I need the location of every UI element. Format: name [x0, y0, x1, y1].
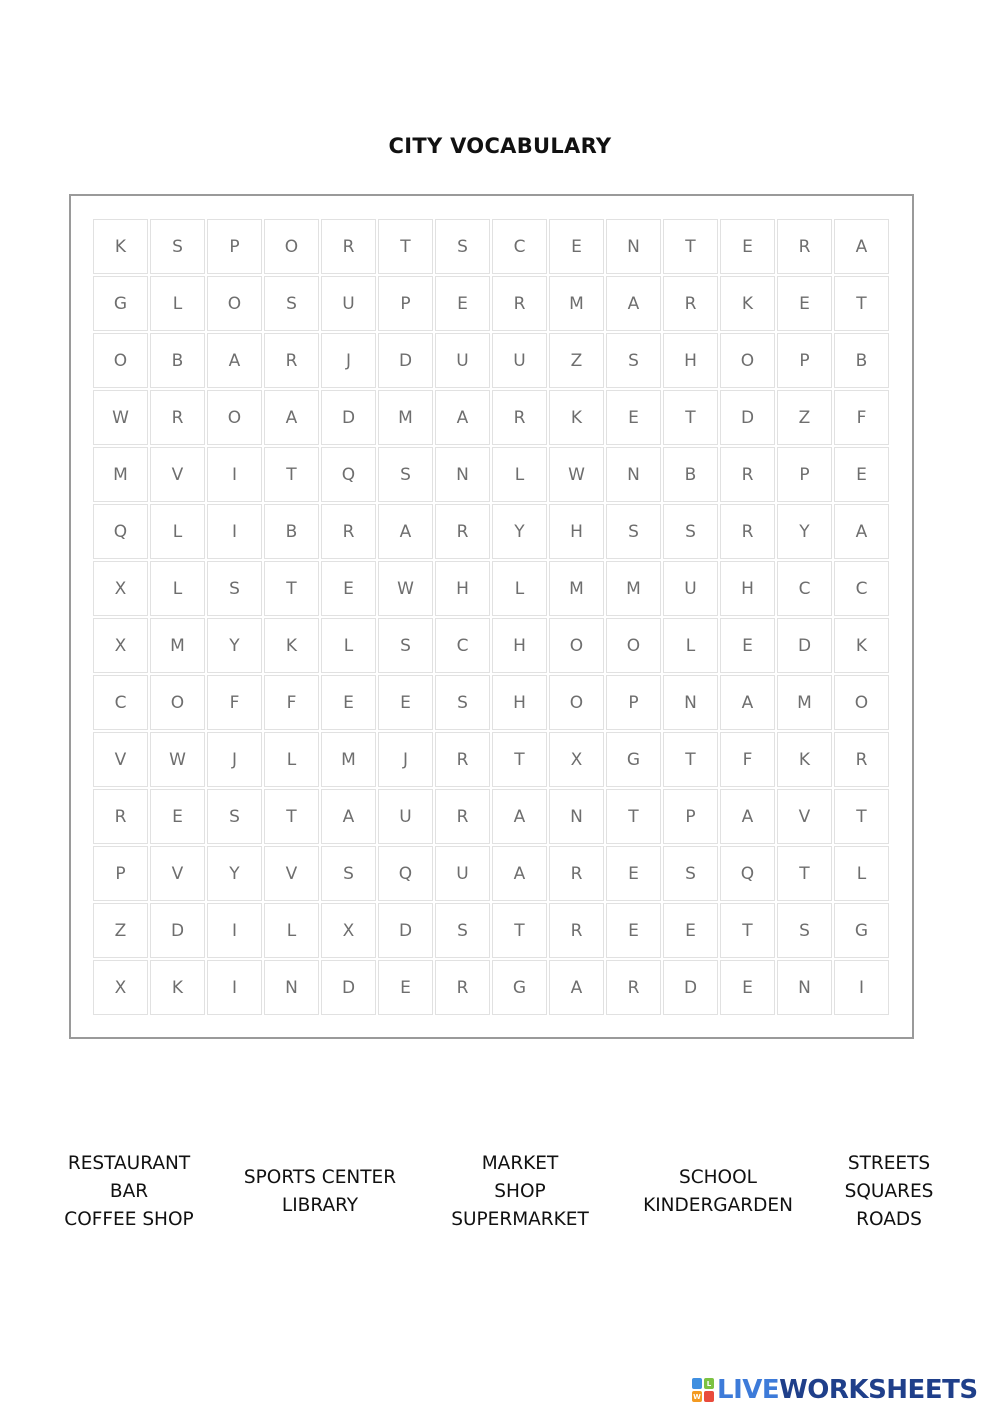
liveworksheets-logo [692, 1374, 978, 1406]
grid-cell[interactable]: Z [93, 903, 148, 958]
grid-cell[interactable]: L [492, 561, 547, 616]
grid-cell[interactable]: S [435, 675, 490, 730]
grid-cell[interactable]: U [663, 561, 718, 616]
grid-cell[interactable]: E [435, 276, 490, 331]
grid-cell[interactable]: F [207, 675, 262, 730]
grid-cell[interactable]: T [492, 903, 547, 958]
grid-cell[interactable]: T [720, 903, 775, 958]
grid-cell[interactable]: L [492, 447, 547, 502]
grid-cell[interactable]: O [207, 390, 262, 445]
grid-cell[interactable]: S [663, 846, 718, 901]
logo-mark-blue [692, 1378, 702, 1389]
grid-cell[interactable]: E [720, 618, 775, 673]
grid-cell[interactable]: A [549, 960, 604, 1015]
word-item: SCHOOL [678, 1167, 757, 1188]
logo-mark-red [704, 1391, 714, 1402]
word-item: ROADS [856, 1209, 922, 1230]
grid-cell[interactable]: X [93, 618, 148, 673]
word-group [451, 1150, 589, 1234]
grid-cell[interactable]: I [834, 960, 889, 1015]
logo-mark-orange: W [693, 1392, 701, 1401]
grid-cell[interactable]: Q [321, 447, 376, 502]
grid-cell[interactable]: S [435, 903, 490, 958]
word-item: SHOP [494, 1181, 546, 1202]
grid-cell[interactable]: R [264, 333, 319, 388]
word-search-grid [93, 219, 889, 1015]
logo-text-worksheets: WORKSHEETS [779, 1375, 978, 1405]
grid-cell[interactable]: R [435, 732, 490, 787]
word-item: LIBRARY [281, 1195, 359, 1216]
grid-cell[interactable]: N [777, 960, 832, 1015]
grid-cell[interactable]: L [150, 504, 205, 559]
grid-cell[interactable]: E [150, 789, 205, 844]
grid-cell[interactable]: G [93, 276, 148, 331]
grid-cell[interactable]: D [777, 618, 832, 673]
grid-cell[interactable]: A [606, 276, 661, 331]
grid-cell[interactable]: U [378, 789, 433, 844]
grid-cell[interactable]: L [663, 618, 718, 673]
grid-cell[interactable]: X [93, 960, 148, 1015]
grid-cell[interactable]: E [777, 276, 832, 331]
grid-cell[interactable]: O [834, 675, 889, 730]
grid-cell[interactable]: K [150, 960, 205, 1015]
grid-cell[interactable]: B [663, 447, 718, 502]
grid-cell[interactable]: Y [207, 618, 262, 673]
grid-cell[interactable]: P [378, 276, 433, 331]
word-group [845, 1150, 934, 1234]
grid-cell[interactable]: T [606, 789, 661, 844]
word-item: SPORTS CENTER [243, 1167, 397, 1188]
grid-cell[interactable]: G [834, 903, 889, 958]
grid-cell[interactable]: L [150, 561, 205, 616]
grid-cell[interactable]: E [321, 675, 376, 730]
grid-cell[interactable]: G [492, 960, 547, 1015]
grid-cell[interactable]: R [720, 504, 775, 559]
grid-cell[interactable]: R [606, 960, 661, 1015]
grid-cell[interactable]: E [720, 219, 775, 274]
grid-cell[interactable]: K [834, 618, 889, 673]
grid-cell[interactable]: E [606, 903, 661, 958]
grid-cell[interactable]: R [777, 219, 832, 274]
grid-cell[interactable]: L [264, 903, 319, 958]
grid-cell[interactable]: K [93, 219, 148, 274]
grid-cell[interactable]: T [378, 219, 433, 274]
grid-cell[interactable]: I [207, 447, 262, 502]
grid-cell[interactable]: K [777, 732, 832, 787]
grid-cell[interactable]: S [606, 333, 661, 388]
grid-cell[interactable]: A [834, 219, 889, 274]
grid-cell[interactable]: A [435, 390, 490, 445]
grid-cell[interactable]: T [264, 789, 319, 844]
grid-cell[interactable]: A [321, 789, 376, 844]
grid-cell[interactable]: W [150, 732, 205, 787]
grid-cell[interactable]: E [549, 219, 604, 274]
grid-cell[interactable]: N [435, 447, 490, 502]
grid-cell[interactable]: P [663, 789, 718, 844]
page-title: CITY VOCABULARY [388, 134, 612, 158]
grid-cell[interactable]: M [549, 561, 604, 616]
grid-cell[interactable]: L [264, 732, 319, 787]
grid-cell[interactable]: X [549, 732, 604, 787]
grid-cell[interactable]: T [663, 732, 718, 787]
grid-cell[interactable]: O [150, 675, 205, 730]
grid-cell[interactable]: M [93, 447, 148, 502]
grid-cell[interactable]: R [720, 447, 775, 502]
grid-cell[interactable]: A [834, 504, 889, 559]
grid-cell[interactable]: S [321, 846, 376, 901]
grid-cell[interactable]: R [549, 846, 604, 901]
grid-cell[interactable]: T [492, 732, 547, 787]
grid-cell[interactable]: T [834, 276, 889, 331]
grid-cell[interactable]: T [663, 390, 718, 445]
grid-cell[interactable]: R [492, 390, 547, 445]
grid-cell[interactable]: U [321, 276, 376, 331]
grid-cell[interactable]: S [435, 219, 490, 274]
grid-cell[interactable]: Z [549, 333, 604, 388]
grid-cell[interactable]: V [93, 732, 148, 787]
word-item: SUPERMARKET [451, 1209, 589, 1230]
grid-cell[interactable]: T [663, 219, 718, 274]
grid-cell[interactable]: H [492, 675, 547, 730]
grid-cell[interactable]: A [720, 789, 775, 844]
grid-cell[interactable]: M [150, 618, 205, 673]
grid-cell[interactable]: S [777, 903, 832, 958]
grid-cell[interactable]: Y [492, 504, 547, 559]
grid-cell[interactable]: S [378, 447, 433, 502]
word-item: KINDERGARDEN [643, 1195, 793, 1216]
grid-cell[interactable]: U [435, 333, 490, 388]
grid-cell[interactable]: R [549, 903, 604, 958]
grid-cell[interactable]: W [549, 447, 604, 502]
grid-cell[interactable]: T [834, 789, 889, 844]
grid-cell[interactable]: E [834, 447, 889, 502]
grid-cell[interactable]: N [663, 675, 718, 730]
grid-cell[interactable]: N [606, 447, 661, 502]
grid-cell[interactable]: D [321, 390, 376, 445]
word-list [0, 1150, 1000, 1270]
grid-cell[interactable]: D [321, 960, 376, 1015]
grid-cell[interactable]: T [264, 561, 319, 616]
grid-cell[interactable]: R [435, 504, 490, 559]
grid-cell[interactable]: P [606, 675, 661, 730]
grid-cell[interactable]: U [492, 333, 547, 388]
grid-cell[interactable]: E [321, 561, 376, 616]
grid-cell[interactable]: A [378, 504, 433, 559]
grid-cell[interactable]: V [264, 846, 319, 901]
grid-cell[interactable]: P [207, 219, 262, 274]
grid-cell[interactable]: S [150, 219, 205, 274]
grid-cell[interactable]: J [207, 732, 262, 787]
grid-cell[interactable]: D [720, 390, 775, 445]
grid-cell[interactable]: C [435, 618, 490, 673]
grid-cell[interactable]: S [264, 276, 319, 331]
grid-cell[interactable]: S [207, 561, 262, 616]
word-group [64, 1150, 193, 1234]
grid-cell[interactable]: X [93, 561, 148, 616]
grid-cell[interactable]: V [777, 789, 832, 844]
grid-cell[interactable]: H [435, 561, 490, 616]
grid-cell[interactable]: Q [720, 846, 775, 901]
grid-cell[interactable]: X [321, 903, 376, 958]
grid-cell[interactable]: Q [93, 504, 148, 559]
grid-cell[interactable]: C [834, 561, 889, 616]
grid-cell[interactable]: G [606, 732, 661, 787]
grid-cell[interactable]: J [378, 732, 433, 787]
grid-cell[interactable]: R [492, 276, 547, 331]
grid-cell[interactable]: R [834, 732, 889, 787]
grid-cell[interactable]: F [720, 732, 775, 787]
grid-cell[interactable]: C [777, 561, 832, 616]
grid-cell[interactable]: M [777, 675, 832, 730]
grid-cell[interactable]: A [492, 789, 547, 844]
grid-cell[interactable]: D [378, 903, 433, 958]
grid-cell[interactable]: R [435, 960, 490, 1015]
grid-cell[interactable]: H [549, 504, 604, 559]
grid-cell[interactable]: V [150, 846, 205, 901]
grid-cell[interactable]: S [207, 789, 262, 844]
grid-cell[interactable]: T [264, 447, 319, 502]
grid-cell[interactable]: A [207, 333, 262, 388]
grid-cell[interactable]: E [720, 960, 775, 1015]
grid-cell[interactable]: Y [207, 846, 262, 901]
grid-cell[interactable]: W [93, 390, 148, 445]
grid-cell[interactable]: E [606, 390, 661, 445]
grid-cell[interactable]: M [549, 276, 604, 331]
grid-cell[interactable]: L [834, 846, 889, 901]
word-item: SQUARES [844, 1181, 934, 1202]
grid-cell[interactable]: R [93, 789, 148, 844]
grid-cell[interactable]: O [264, 219, 319, 274]
grid-cell[interactable]: K [720, 276, 775, 331]
grid-cell[interactable]: M [606, 561, 661, 616]
grid-cell[interactable]: N [606, 219, 661, 274]
grid-cell[interactable]: O [549, 675, 604, 730]
word-item: STREETS [847, 1153, 931, 1174]
grid-cell[interactable]: L [321, 618, 376, 673]
grid-cell[interactable]: R [321, 504, 376, 559]
grid-cell[interactable]: H [663, 333, 718, 388]
grid-cell[interactable]: S [606, 504, 661, 559]
word-item: BAR [109, 1181, 149, 1202]
grid-cell[interactable]: O [207, 276, 262, 331]
grid-cell[interactable]: S [663, 504, 718, 559]
grid-cell[interactable]: F [834, 390, 889, 445]
grid-cell[interactable]: Z [777, 390, 832, 445]
grid-cell[interactable]: T [777, 846, 832, 901]
grid-cell[interactable]: O [93, 333, 148, 388]
grid-cell[interactable]: E [606, 846, 661, 901]
grid-cell[interactable]: C [93, 675, 148, 730]
grid-cell[interactable]: D [378, 333, 433, 388]
grid-cell[interactable]: R [150, 390, 205, 445]
grid-cell[interactable]: V [150, 447, 205, 502]
grid-cell[interactable]: O [606, 618, 661, 673]
word-group [643, 1150, 793, 1234]
logo-text-live: LIVE [717, 1375, 780, 1405]
grid-cell[interactable]: E [663, 903, 718, 958]
logo-mark-green: L [704, 1378, 714, 1389]
grid-cell[interactable]: A [720, 675, 775, 730]
grid-cell[interactable]: E [378, 960, 433, 1015]
grid-cell[interactable]: B [150, 333, 205, 388]
grid-cell[interactable]: K [549, 390, 604, 445]
grid-cell[interactable]: H [720, 561, 775, 616]
grid-cell[interactable]: M [378, 390, 433, 445]
grid-cell[interactable]: P [777, 333, 832, 388]
grid-cell[interactable]: Y [777, 504, 832, 559]
grid-cell[interactable]: S [378, 618, 433, 673]
grid-cell[interactable]: R [663, 276, 718, 331]
grid-cell[interactable]: L [150, 276, 205, 331]
word-item: RESTAURANT [67, 1153, 191, 1174]
word-group [244, 1150, 396, 1234]
grid-cell[interactable]: J [321, 333, 376, 388]
word-item: MARKET [481, 1153, 559, 1174]
grid-cell[interactable]: R [435, 789, 490, 844]
liveworksheets-logo-icon [692, 1378, 714, 1402]
grid-cell[interactable]: U [435, 846, 490, 901]
grid-cell[interactable]: I [207, 960, 262, 1015]
grid-cell[interactable]: N [549, 789, 604, 844]
grid-cell[interactable]: C [492, 219, 547, 274]
grid-cell[interactable]: K [264, 618, 319, 673]
grid-cell[interactable]: W [378, 561, 433, 616]
word-item: COFFEE SHOP [64, 1209, 194, 1230]
grid-cell[interactable]: Q [378, 846, 433, 901]
grid-cell[interactable]: F [264, 675, 319, 730]
grid-cell[interactable]: P [777, 447, 832, 502]
grid-cell[interactable]: O [549, 618, 604, 673]
grid-cell[interactable]: B [264, 504, 319, 559]
grid-cell[interactable]: I [207, 903, 262, 958]
grid-cell[interactable]: R [321, 219, 376, 274]
grid-cell[interactable]: H [492, 618, 547, 673]
grid-cell[interactable]: P [93, 846, 148, 901]
grid-cell[interactable]: D [663, 960, 718, 1015]
grid-cell[interactable]: O [720, 333, 775, 388]
grid-cell[interactable]: I [207, 504, 262, 559]
grid-cell[interactable]: D [150, 903, 205, 958]
grid-cell[interactable]: M [321, 732, 376, 787]
grid-cell[interactable]: N [264, 960, 319, 1015]
grid-cell[interactable]: B [834, 333, 889, 388]
grid-cell[interactable]: E [378, 675, 433, 730]
grid-cell[interactable]: A [264, 390, 319, 445]
grid-cell[interactable]: A [492, 846, 547, 901]
